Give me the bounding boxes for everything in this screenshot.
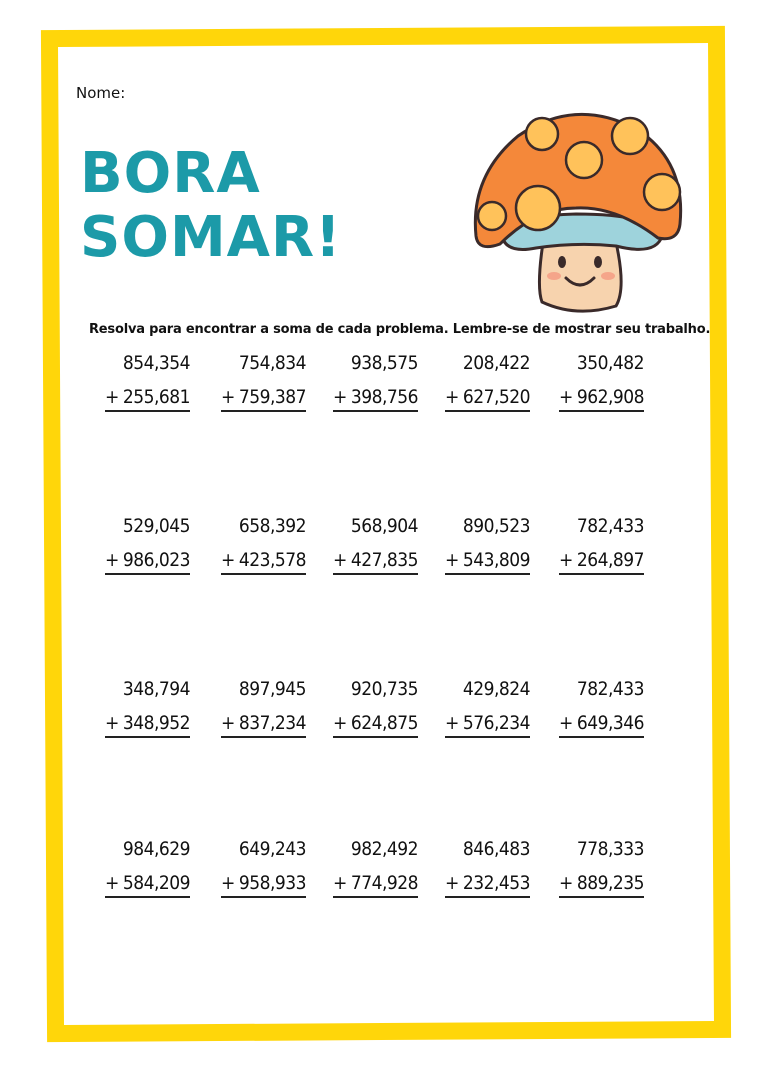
addend-top: 984,629 xyxy=(122,838,190,860)
name-label: Nome: xyxy=(76,84,126,102)
addend-bottom-row xyxy=(333,872,418,898)
addend-bottom-row xyxy=(333,386,418,412)
addition-problem xyxy=(438,515,548,585)
addend-top: 429,824 xyxy=(462,678,530,700)
addend-bottom: 627,520 xyxy=(462,386,530,408)
addend-bottom-row xyxy=(559,712,644,738)
addend-bottom-row xyxy=(221,872,306,898)
title-line-2: SOMAR! xyxy=(80,205,342,270)
addend-top: 854,354 xyxy=(122,352,190,374)
plus-sign: + xyxy=(445,872,459,894)
addend-top: 658,392 xyxy=(238,515,306,537)
addend-bottom: 232,453 xyxy=(462,872,530,894)
addition-problem xyxy=(214,678,324,748)
addend-bottom-row xyxy=(559,549,644,575)
addition-problem xyxy=(552,352,662,422)
addend-bottom: 576,234 xyxy=(462,712,530,734)
plus-sign: + xyxy=(105,386,119,408)
addend-top: 649,243 xyxy=(238,838,306,860)
addition-problem xyxy=(326,678,436,748)
addend-bottom: 986,023 xyxy=(122,549,190,571)
plus-sign: + xyxy=(221,872,235,894)
addend-bottom-row xyxy=(105,872,190,898)
plus-sign: + xyxy=(221,549,235,571)
addend-bottom: 423,578 xyxy=(238,549,306,571)
plus-sign: + xyxy=(333,386,347,408)
addend-bottom-row xyxy=(221,386,306,412)
addend-top: 897,945 xyxy=(238,678,306,700)
plus-sign: + xyxy=(559,872,573,894)
plus-sign: + xyxy=(559,712,573,734)
addition-problem xyxy=(98,678,208,748)
addend-bottom: 264,897 xyxy=(576,549,644,571)
addend-top: 208,422 xyxy=(462,352,530,374)
addend-bottom-row xyxy=(221,549,306,575)
addend-bottom-row xyxy=(445,386,530,412)
addition-problem xyxy=(98,352,208,422)
addend-bottom-row xyxy=(559,386,644,412)
addition-problem xyxy=(438,838,548,908)
plus-sign: + xyxy=(105,549,119,571)
addition-problem xyxy=(326,515,436,585)
addend-top: 846,483 xyxy=(462,838,530,860)
plus-sign: + xyxy=(445,386,459,408)
title-line-1: BORA xyxy=(80,141,261,206)
addend-bottom: 543,809 xyxy=(462,549,530,571)
addend-bottom: 584,209 xyxy=(122,872,190,894)
addend-bottom-row xyxy=(105,712,190,738)
addend-bottom-row xyxy=(445,549,530,575)
addend-top: 782,433 xyxy=(576,678,644,700)
plus-sign: + xyxy=(105,872,119,894)
addend-bottom: 889,235 xyxy=(576,872,644,894)
plus-sign: + xyxy=(445,549,459,571)
addend-bottom: 958,933 xyxy=(238,872,306,894)
addend-top: 778,333 xyxy=(576,838,644,860)
plus-sign: + xyxy=(221,712,235,734)
addend-top: 938,575 xyxy=(350,352,418,374)
addend-bottom-row xyxy=(105,549,190,575)
addend-top: 348,794 xyxy=(122,678,190,700)
addend-bottom-row xyxy=(445,712,530,738)
addition-problem xyxy=(98,838,208,908)
plus-sign: + xyxy=(559,549,573,571)
addend-bottom-row xyxy=(445,872,530,898)
plus-sign: + xyxy=(333,872,347,894)
addend-bottom: 398,756 xyxy=(350,386,418,408)
plus-sign: + xyxy=(105,712,119,734)
addition-problem xyxy=(552,678,662,748)
instructions-text: Resolva para encontrar a soma de cada problema. Lembre-se de mostrar seu trabalho. xyxy=(89,322,711,337)
addend-bottom: 624,875 xyxy=(350,712,418,734)
addend-bottom: 427,835 xyxy=(350,549,418,571)
addend-bottom-row xyxy=(105,386,190,412)
addend-bottom-row xyxy=(333,712,418,738)
addend-top: 982,492 xyxy=(350,838,418,860)
addend-top: 920,735 xyxy=(350,678,418,700)
addend-top: 782,433 xyxy=(576,515,644,537)
addend-top: 754,834 xyxy=(238,352,306,374)
addition-problem xyxy=(214,515,324,585)
addend-bottom: 837,234 xyxy=(238,712,306,734)
addend-bottom: 255,681 xyxy=(122,386,190,408)
addition-problem xyxy=(214,352,324,422)
addend-bottom-row xyxy=(333,549,418,575)
plus-sign: + xyxy=(333,712,347,734)
addition-problem xyxy=(214,838,324,908)
addend-top: 529,045 xyxy=(122,515,190,537)
addend-bottom: 649,346 xyxy=(576,712,644,734)
addition-problem xyxy=(552,515,662,585)
addition-problem xyxy=(326,352,436,422)
addend-bottom-row xyxy=(559,872,644,898)
plus-sign: + xyxy=(445,712,459,734)
addend-top: 350,482 xyxy=(576,352,644,374)
addend-top: 890,523 xyxy=(462,515,530,537)
addition-problem xyxy=(326,838,436,908)
addition-problem xyxy=(438,678,548,748)
addend-bottom-row xyxy=(221,712,306,738)
plus-sign: + xyxy=(221,386,235,408)
addend-bottom: 774,928 xyxy=(350,872,418,894)
addition-problem xyxy=(98,515,208,585)
plus-sign: + xyxy=(333,549,347,571)
addend-bottom: 962,908 xyxy=(576,386,644,408)
addend-bottom: 759,387 xyxy=(238,386,306,408)
addition-problem xyxy=(552,838,662,908)
addend-top: 568,904 xyxy=(350,515,418,537)
plus-sign: + xyxy=(559,386,573,408)
addend-bottom: 348,952 xyxy=(122,712,190,734)
addition-problem xyxy=(438,352,548,422)
